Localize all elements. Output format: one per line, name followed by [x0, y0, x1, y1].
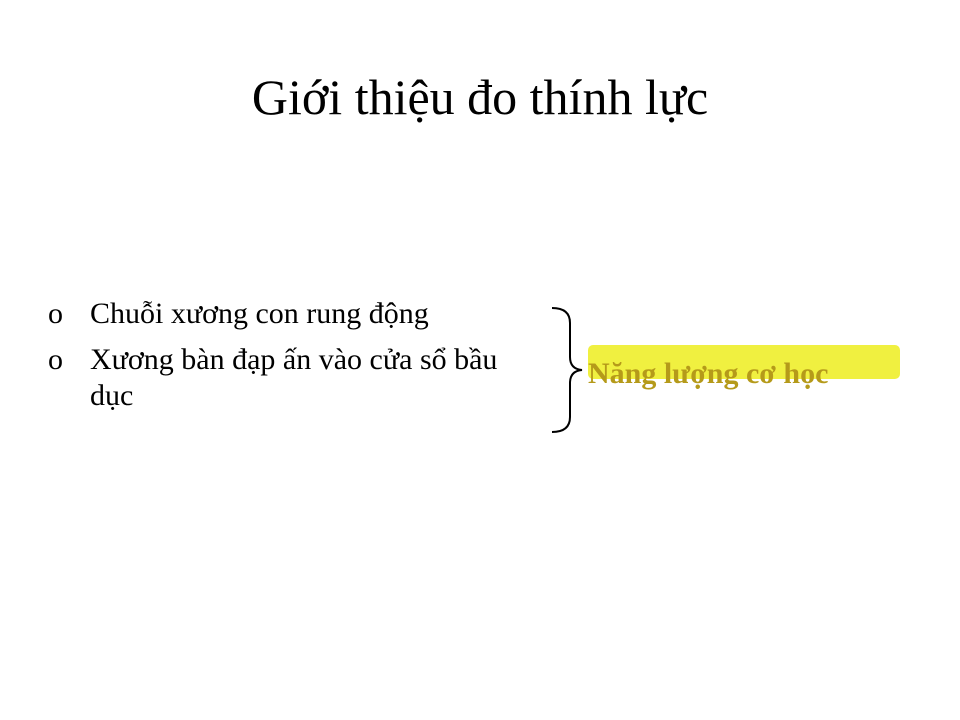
bracket-label: Năng lượng cơ học	[588, 357, 829, 390]
list-item	[48, 342, 548, 414]
slide-title: Giới thiệu đo thính lực	[251, 69, 709, 125]
curly-brace-icon	[548, 305, 588, 435]
list-item	[48, 296, 548, 332]
bullet-text: Chuỗi xương con rung động	[90, 297, 429, 330]
bullet-marker: o	[48, 297, 63, 330]
bullet-marker: o	[48, 343, 63, 376]
bullet-list	[48, 296, 548, 424]
bullet-text: Xương bàn đạp ấn vào cửa sổ bầu dục	[90, 343, 498, 412]
